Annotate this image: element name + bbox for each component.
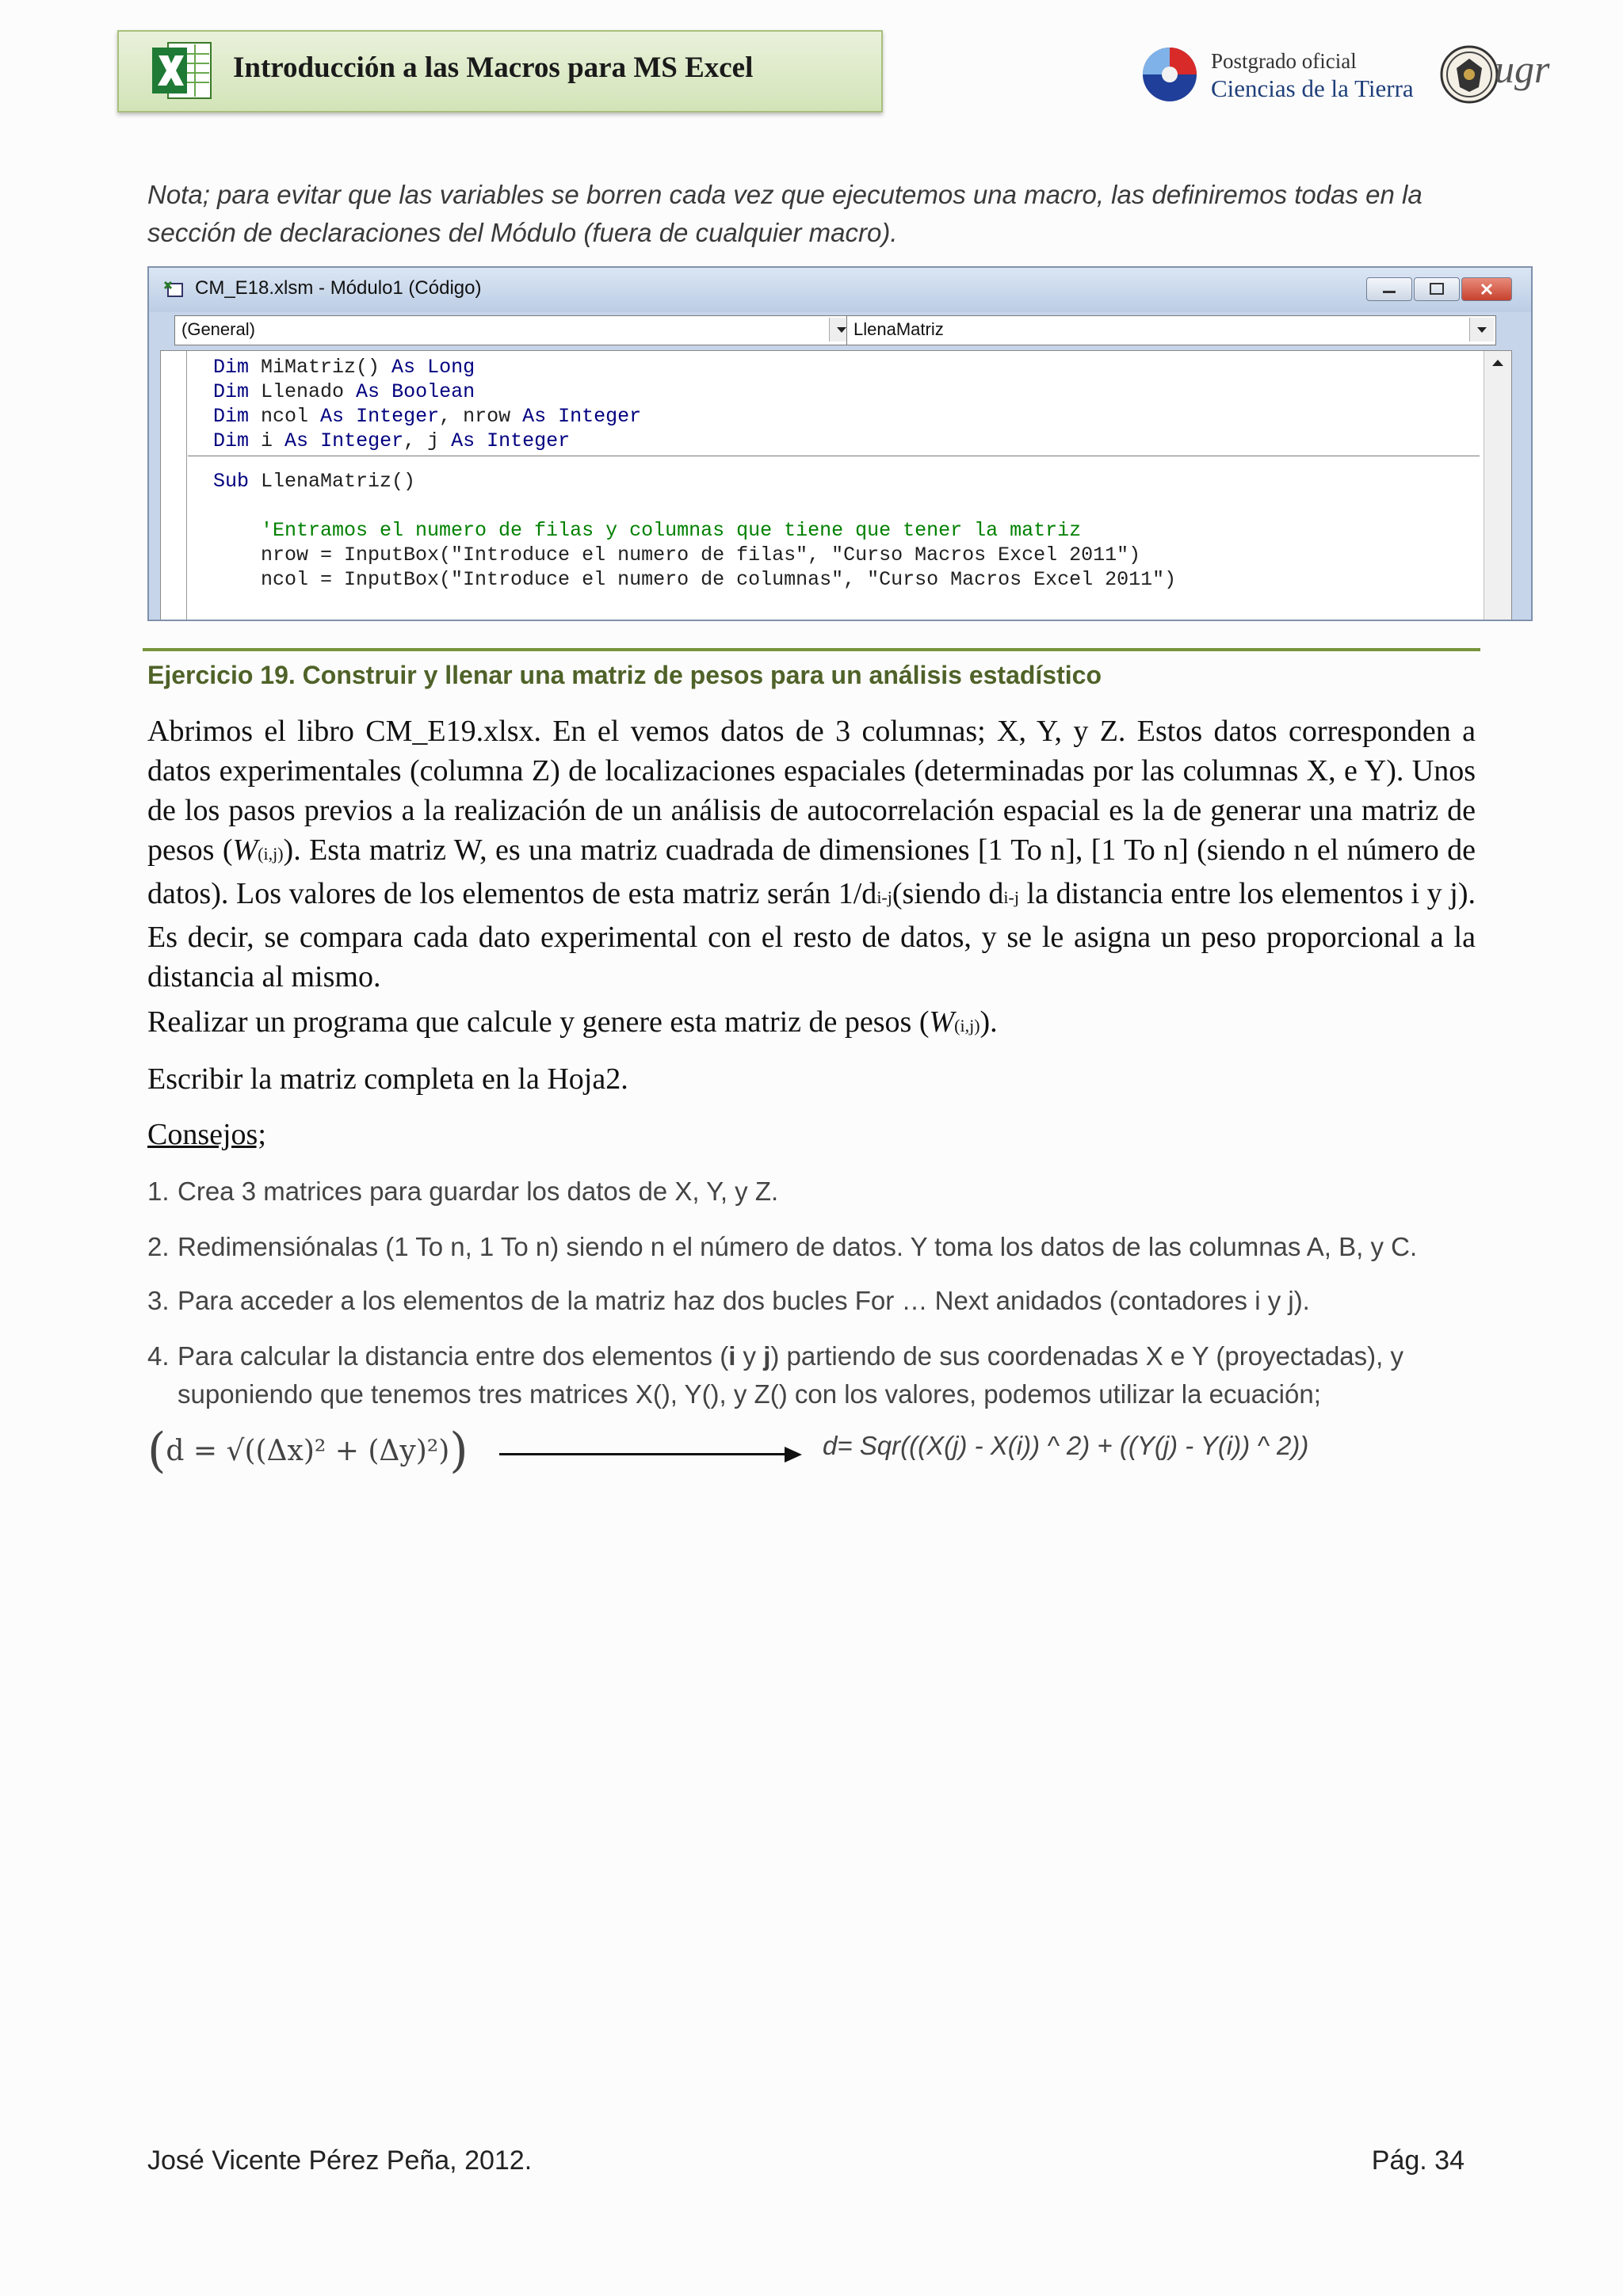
footer-page-number: Pág. 34 — [1371, 2145, 1465, 2176]
vba-editor-window — [147, 266, 1533, 621]
note-text: Nota; para evitar que las variables se borren cada vez que ejecutemos una macro, las definiremos todas en la sección de declaraciones del Módulo (fuera de cualquier macro). — [147, 180, 1423, 247]
minimize-icon — [1383, 291, 1396, 293]
ugr-wordmark: ugr — [1495, 47, 1550, 91]
arrow-right-icon — [785, 1447, 802, 1463]
earth-logo-icon — [1141, 46, 1198, 103]
vba-formula: d= Sqr(((X(j) - X(i)) ^ 2) + ((Y(j) - Y(i)) ^ 2)) — [823, 1431, 1309, 1460]
vba-module-icon — [163, 277, 187, 301]
maximize-icon — [1430, 283, 1444, 295]
ugr-seal-icon — [1439, 44, 1499, 105]
exercise-paragraph-2: Realizar un programa que calcule y genere esta matriz de pesos (W(i,j)). — [147, 1005, 998, 1039]
institution-line2: Ciencias de la Tierra — [1211, 74, 1414, 102]
chevron-down-icon — [1470, 318, 1494, 341]
minimize-button[interactable] — [1366, 277, 1412, 301]
list-item: 3. Para acceder a los elementos de la matriz haz dos bucles For … Next anidados (contadores i y j). — [147, 1286, 1310, 1315]
vertical-scrollbar[interactable] — [1484, 351, 1511, 620]
code-comment-line: 'Entramos el numero de filas y columnas que tiene que tener la matriz — [261, 519, 1082, 542]
exercise-paragraph-1: Abrimos el libro CM_E19.xlsx. En el vemos datos de 3 columnas; X, Y, y Z. Estos datos corresponden a datos experimentales (columna Z) de localizaciones espaciales (determinadas por las columnas X, e Y). Unos de los pasos previos a la realización de un análisis de autocorrelación espacial es la de generar una matriz de pesos (W(i,j)). Esta matriz W, es una matriz cuadrada de dimensiones [1 To n], [1 To n] (siendo n el número de datos). Los valores de los elementos de esta matriz serán 1/di-j(siendo di-j la distancia entre los elementos i y j). Es decir, se compara cada dato experimental con el resto de datos, y se le asigna un peso proporcional a la distancia al mismo. — [147, 715, 1476, 994]
procedure-combo-value: LlenaMatriz — [854, 319, 944, 339]
list-item: 4. Para calcular la distancia entre dos elementos (i y j) partiendo de sus coordenadas X e Y (proyectadas), y suponiendo que tenemos tres matrices X(), Y(), y Z() con los valores, podemos utilizar la ecuación; — [147, 1341, 1403, 1409]
code-line: Sub LlenaMatriz() — [213, 470, 416, 493]
scroll-up-icon[interactable] — [1484, 351, 1511, 375]
list-item: 1. Crea 3 matrices para guardar los datos de X, Y, y Z. — [147, 1177, 779, 1206]
exercise-heading: Ejercicio 19. Construir y llenar una matriz de pesos para un análisis estadístico — [147, 661, 1102, 689]
footer-author: José Vicente Pérez Peña, 2012. — [147, 2145, 533, 2176]
excel-logo-icon — [151, 38, 214, 103]
tips-heading: Consejos; — [147, 1118, 266, 1151]
procedure-combo[interactable] — [846, 315, 1496, 345]
distance-formula: (d = √((Δx)² + (Δy)²)) — [147, 1423, 468, 1478]
header-banner — [117, 30, 883, 113]
code-line: nrow = InputBox("Introduce el numero de filas", "Curso Macros Excel 2011") — [261, 543, 1141, 566]
vba-window-title: CM_E18.xlsm - Módulo1 (Código) — [195, 277, 482, 299]
code-line: Dim ncol As Integer, nrow As Integer — [213, 405, 642, 428]
section-divider — [143, 648, 1480, 651]
list-item: 2. Redimensiónalas (1 To n, 1 To n) siendo n el número de datos. Y toma los datos de las columnas A, B, y C. — [147, 1232, 1418, 1261]
code-line: Dim Llenado As Boolean — [213, 380, 475, 403]
code-line: Dim MiMatriz() As Long — [213, 356, 475, 379]
institution-line1: Postgrado oficial — [1211, 49, 1357, 73]
close-icon — [1479, 281, 1495, 297]
vba-titlebar — [149, 268, 1531, 312]
procedure-dropdown-button[interactable] — [1469, 318, 1494, 341]
code-editor[interactable] — [160, 350, 1512, 621]
exercise-paragraph-3: Escribir la matriz completa en la Hoja2. — [147, 1062, 628, 1096]
header-title: Introducción a las Macros para MS Excel — [233, 51, 754, 84]
code-line: Dim i As Integer, j As Integer — [213, 429, 571, 452]
arrow-line — [499, 1453, 792, 1455]
code-line: ncol = InputBox("Introduce el numero de columnas", "Curso Macros Excel 2011") — [261, 568, 1177, 591]
margin-indicator-bar — [161, 351, 187, 620]
close-button[interactable] — [1461, 277, 1512, 301]
object-combo[interactable] — [174, 315, 856, 345]
object-combo-value: (General) — [181, 319, 255, 339]
maximize-button[interactable] — [1414, 277, 1460, 301]
